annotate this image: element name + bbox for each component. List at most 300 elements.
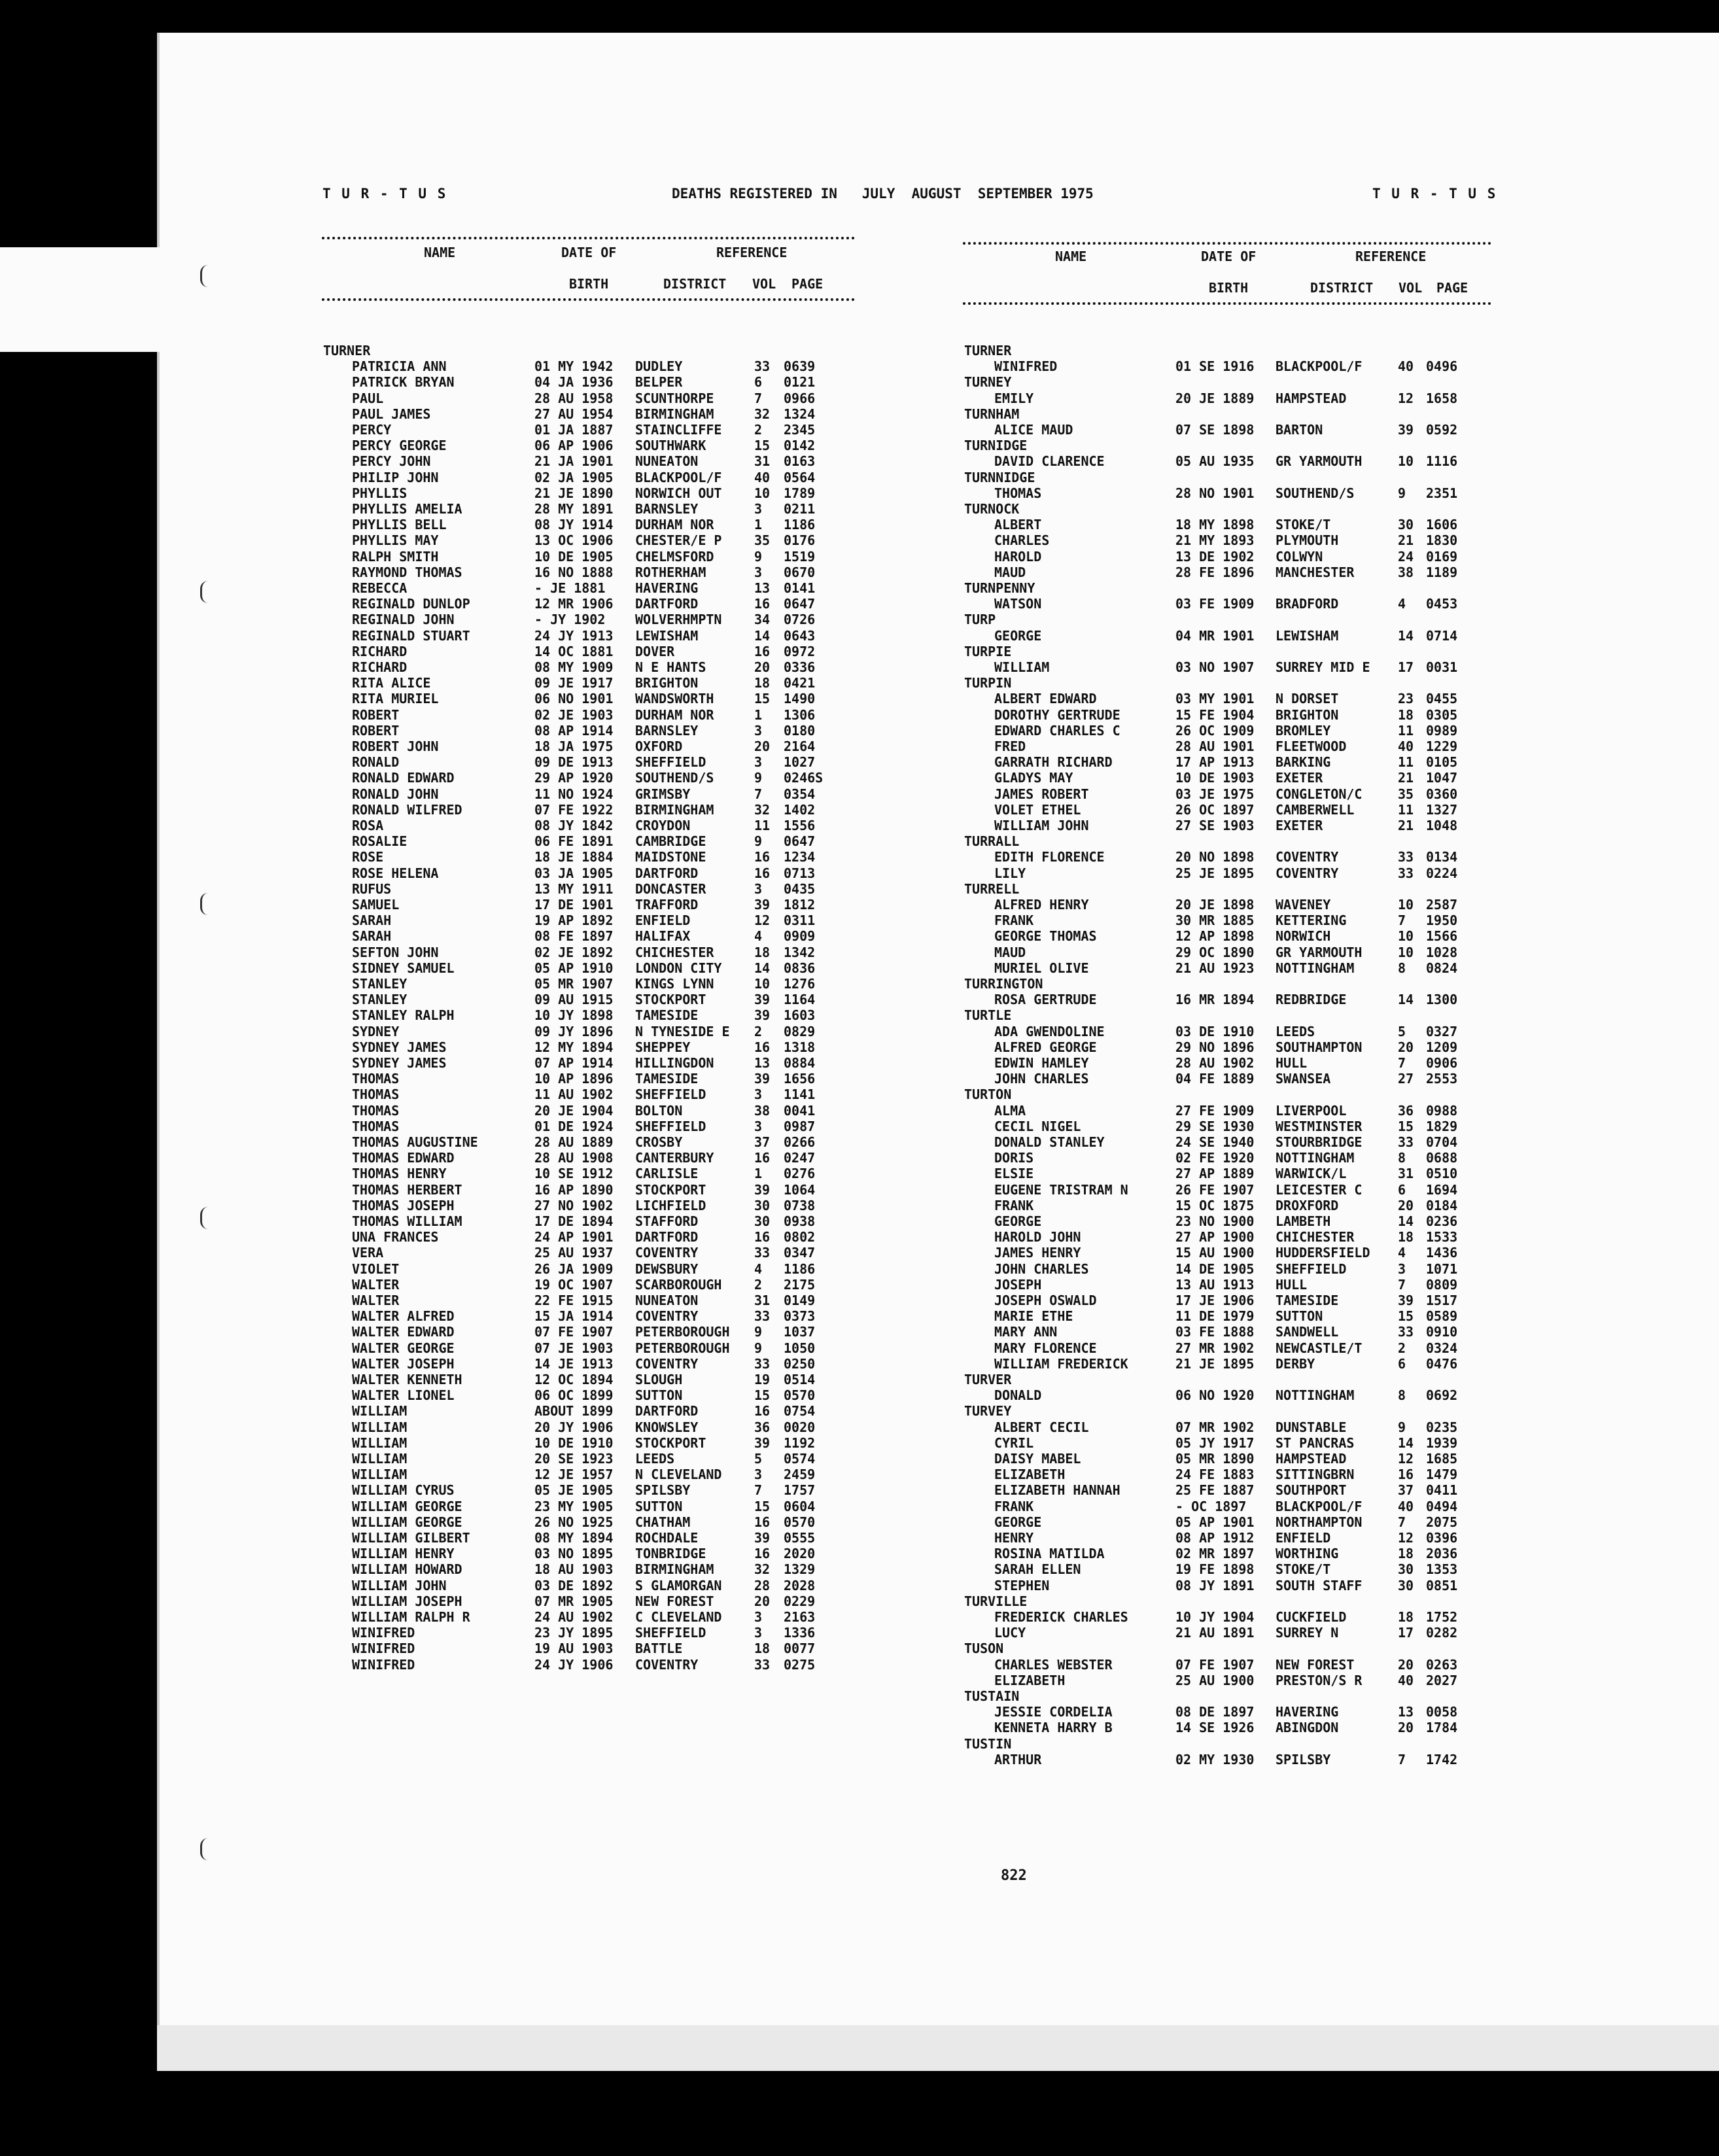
entry-district: DOVER <box>635 643 675 659</box>
entry-district: C CLEVELAND <box>635 1609 722 1625</box>
entry-forenames: FRANK <box>994 913 1034 929</box>
entry-district: CAMBERWELL <box>1276 801 1355 818</box>
entry-page-ref: 0224 <box>1426 865 1458 881</box>
entry-birth-date: 21 JA 1901 <box>534 453 614 470</box>
entry-forenames: EUGENE TRISTRAM N <box>994 1181 1128 1198</box>
entry-district: WANDSWORTH <box>635 691 714 707</box>
entry-volume: 7 <box>754 1482 763 1499</box>
entry-district: SPILSBY <box>1276 1751 1331 1767</box>
entry-volume: 16 <box>754 1546 771 1562</box>
entry-volume: 10 <box>754 485 771 501</box>
entry-forenames: WILLIAM JOHN <box>352 1577 447 1593</box>
entry-page-ref: 1606 <box>1426 517 1458 533</box>
entry-birth-date: 05 MR 1907 <box>534 976 614 992</box>
col-reference: REFERENCE <box>1355 249 1427 264</box>
entry-forenames: PAUL <box>352 390 384 406</box>
entry-district: PRESTON/S R <box>1276 1672 1363 1688</box>
entry-page-ref: 0121 <box>784 374 816 391</box>
entry-forenames: SARAH ELLEN <box>994 1561 1081 1578</box>
surname-heading: TUSON <box>964 1641 1004 1657</box>
entry-volume: 7 <box>1398 1514 1406 1530</box>
entry-page-ref: 1141 <box>784 1087 816 1103</box>
entry-volume: 7 <box>754 786 763 802</box>
entry-volume: 30 <box>1398 1561 1414 1578</box>
entry-forenames: ROSA <box>352 818 384 833</box>
entry-page-ref: 0604 <box>784 1498 816 1514</box>
entry-page-ref: 1603 <box>784 1007 816 1024</box>
entry-birth-date: 24 JY 1913 <box>534 627 614 644</box>
entry-page-ref: 0276 <box>784 1166 816 1182</box>
entry-page-ref: 0910 <box>1426 1324 1458 1340</box>
entry-forenames: WILLIAM GEORGE <box>352 1514 462 1530</box>
entry-district: SPILSBY <box>635 1482 691 1499</box>
entry-forenames: MAUD <box>994 564 1026 580</box>
entry-volume: 24 <box>1398 548 1414 565</box>
entry-forenames: WALTER KENNETH <box>352 1372 462 1387</box>
entry-birth-date: 05 AU 1935 <box>1175 453 1255 470</box>
entry-volume: 33 <box>754 1355 771 1372</box>
entry-district: HAMPSTEAD <box>1276 390 1347 406</box>
entry-forenames: STEPHEN <box>994 1577 1050 1593</box>
entry-page-ref: 0514 <box>784 1372 816 1387</box>
entry-volume: 39 <box>754 1434 771 1451</box>
entry-page-ref: 1318 <box>784 1039 816 1055</box>
entry-page-ref: 0266 <box>784 1134 816 1150</box>
entry-forenames: WINIFRED <box>352 1656 415 1673</box>
entry-volume: 31 <box>1398 1166 1414 1182</box>
entry-page-ref: 0105 <box>1426 754 1458 771</box>
entry-forenames: EDITH FLORENCE <box>994 849 1105 865</box>
entry-page-ref: 0347 <box>784 1245 816 1261</box>
entry-volume: 15 <box>754 438 771 454</box>
entry-volume: 4 <box>754 1261 763 1277</box>
entry-forenames: HAROLD JOHN <box>994 1229 1081 1245</box>
entry-birth-date: 21 JE 1890 <box>534 485 614 501</box>
entry-forenames: PAUL JAMES <box>352 406 431 422</box>
entry-volume: 3 <box>754 722 763 739</box>
entry-volume: 14 <box>754 627 771 644</box>
entry-forenames: WALTER <box>352 1276 400 1293</box>
entry-forenames: VIOLET <box>352 1261 400 1277</box>
entry-district: BIRMINGHAM <box>635 801 714 818</box>
entry-forenames: CHARLES <box>994 532 1050 549</box>
entry-volume: 16 <box>1398 1467 1414 1483</box>
entry-volume: 8 <box>1398 1387 1406 1404</box>
entry-page-ref: 0435 <box>784 880 816 897</box>
header-title: DEATHS REGISTERED IN JULY AUGUST SEPTEMBER 1975 <box>672 186 1094 201</box>
entry-forenames: WILLIAM HOWARD <box>352 1561 462 1578</box>
col-date-of: DATE OF <box>561 245 617 260</box>
entry-volume: 14 <box>1398 1213 1414 1229</box>
surname-heading: TURRALL <box>964 833 1020 850</box>
entry-volume: 18 <box>1398 706 1414 723</box>
entry-district: ABINGDON <box>1276 1720 1339 1736</box>
entry-birth-date: 26 OC 1897 <box>1175 801 1255 818</box>
entry-page-ref: 0476 <box>1426 1355 1458 1372</box>
entry-birth-date: 08 AP 1912 <box>1175 1530 1255 1546</box>
entry-birth-date: 05 AP 1901 <box>1175 1514 1255 1530</box>
entry-volume: 10 <box>1398 453 1414 470</box>
entry-page-ref: 1752 <box>1426 1609 1458 1625</box>
entry-volume: 32 <box>754 1561 771 1578</box>
entry-forenames: ELSIE <box>994 1166 1034 1182</box>
entry-birth-date: 29 SE 1930 <box>1175 1118 1255 1134</box>
entry-district: DARTFORD <box>635 1229 699 1245</box>
entry-volume: 33 <box>1398 849 1414 865</box>
header-range-right: T U R - T U S <box>1372 186 1497 201</box>
entry-district: MAIDSTONE <box>635 849 706 865</box>
entry-page-ref: 0884 <box>784 1055 816 1071</box>
entry-page-ref: 0592 <box>1426 422 1458 438</box>
entry-volume: 11 <box>1398 722 1414 739</box>
entry-page-ref: 1556 <box>784 818 816 833</box>
entry-volume: 23 <box>1398 691 1414 707</box>
entry-volume: 6 <box>1398 1181 1406 1198</box>
entry-page-ref: 0282 <box>1426 1625 1458 1641</box>
entry-birth-date: 14 OC 1881 <box>534 643 614 659</box>
entry-forenames: VERA <box>352 1245 384 1261</box>
entry-birth-date: 10 DE 1910 <box>534 1434 614 1451</box>
entry-district: NOTTINGHAM <box>1276 1387 1355 1404</box>
entry-district: BIRMINGHAM <box>635 406 714 422</box>
entry-district: BIRMINGHAM <box>635 1561 714 1578</box>
entry-district: TAMESIDE <box>1276 1293 1339 1308</box>
entry-page-ref: 0031 <box>1426 659 1458 675</box>
entry-birth-date: 28 NO 1901 <box>1175 485 1255 501</box>
entry-volume: 3 <box>754 501 763 517</box>
entry-page-ref: 1048 <box>1426 818 1458 833</box>
entry-birth-date: 01 DE 1924 <box>534 1118 614 1134</box>
entry-district: LEWISHAM <box>1276 627 1339 644</box>
entry-volume: 3 <box>1398 1261 1406 1277</box>
entry-forenames: THOMAS WILLIAM <box>352 1213 462 1229</box>
entry-birth-date: 06 NO 1920 <box>1175 1387 1255 1404</box>
col-district: DISTRICT <box>663 276 727 292</box>
col-date-of: DATE OF <box>1201 249 1257 264</box>
entry-volume: 27 <box>1398 1071 1414 1087</box>
entry-forenames: WALTER JOSEPH <box>352 1355 455 1372</box>
entry-page-ref: 0336 <box>784 659 816 675</box>
col-reference: REFERENCE <box>716 245 788 260</box>
entry-birth-date: 26 NO 1925 <box>534 1514 614 1530</box>
entry-district: DURHAM NOR <box>635 517 714 533</box>
entry-volume: 36 <box>754 1419 771 1435</box>
entry-page-ref: 1037 <box>784 1324 816 1340</box>
entry-birth-date: 13 OC 1906 <box>534 532 614 549</box>
entry-birth-date: 24 AP 1901 <box>534 1229 614 1245</box>
entry-forenames: THOMAS JOSEPH <box>352 1197 455 1213</box>
entry-district: NEWCASTLE/T <box>1276 1340 1363 1356</box>
entry-page-ref: 2027 <box>1426 1672 1458 1688</box>
entry-district: HAMPSTEAD <box>1276 1451 1347 1467</box>
entry-birth-date: 20 NO 1898 <box>1175 849 1255 865</box>
entry-volume: 14 <box>1398 992 1414 1008</box>
entry-birth-date: 05 MR 1890 <box>1175 1451 1255 1467</box>
col-vol: VOL <box>752 276 776 292</box>
entry-page-ref: 1694 <box>1426 1181 1458 1198</box>
entry-district: STOCKPORT <box>635 1181 706 1198</box>
entry-volume: 6 <box>754 374 763 391</box>
entry-birth-date: 06 OC 1899 <box>534 1387 614 1404</box>
entry-page-ref: 0647 <box>784 596 816 612</box>
entry-birth-date: 10 DE 1903 <box>1175 770 1255 786</box>
entry-forenames: WILLIAM <box>352 1419 408 1435</box>
entry-birth-date: 11 NO 1924 <box>534 786 614 802</box>
surname-heading: TURNOCK <box>964 501 1020 517</box>
entry-birth-date: 07 AP 1914 <box>534 1055 614 1071</box>
entry-volume: 3 <box>754 1625 763 1641</box>
entry-birth-date: - JE 1881 <box>534 580 606 596</box>
entry-district: NORTHAMPTON <box>1276 1514 1363 1530</box>
entry-district: WESTMINSTER <box>1276 1118 1363 1134</box>
entry-district: SITTINGBRN <box>1276 1467 1355 1483</box>
entry-district: WOLVERHMPTN <box>635 612 722 628</box>
entry-birth-date: 21 AU 1891 <box>1175 1625 1255 1641</box>
entry-forenames: WILLIAM <box>994 659 1050 675</box>
entry-volume: 1 <box>754 1166 763 1182</box>
entry-volume: 9 <box>1398 1419 1406 1435</box>
entry-volume: 39 <box>754 1007 771 1024</box>
entry-district: BARTON <box>1276 422 1323 438</box>
entry-forenames: WILLIAM <box>352 1451 408 1467</box>
entry-volume: 12 <box>1398 1451 1414 1467</box>
entry-birth-date: 03 MY 1901 <box>1175 691 1255 707</box>
entry-birth-date: 21 AU 1923 <box>1175 960 1255 976</box>
entry-district: CHELMSFORD <box>635 548 714 565</box>
entry-page-ref: 0411 <box>1426 1482 1458 1499</box>
entry-page-ref: 0704 <box>1426 1134 1458 1150</box>
entry-volume: 33 <box>754 1656 771 1673</box>
entry-district: ROTHERHAM <box>635 564 706 580</box>
entry-forenames: RICHARD <box>352 643 408 659</box>
entry-birth-date: 28 AU 1908 <box>534 1150 614 1166</box>
entry-volume: 11 <box>1398 801 1414 818</box>
entry-volume: 3 <box>754 880 763 897</box>
entry-volume: 13 <box>754 580 771 596</box>
entry-volume: 8 <box>1398 960 1406 976</box>
entry-birth-date: 09 JY 1896 <box>534 1023 614 1039</box>
entry-birth-date: 06 NO 1901 <box>534 691 614 707</box>
entry-forenames: JAMES ROBERT <box>994 786 1089 802</box>
entry-forenames: WALTER <box>352 1293 400 1308</box>
entry-district: DERBY <box>1276 1355 1315 1372</box>
col-vol: VOL <box>1398 280 1423 296</box>
entry-forenames: GARRATH RICHARD <box>994 754 1113 771</box>
surname-heading: TURNHAM <box>964 406 1020 422</box>
entry-district: GR YARMOUTH <box>1276 944 1363 960</box>
entry-birth-date: 14 SE 1926 <box>1175 1720 1255 1736</box>
entry-page-ref: 1028 <box>1426 944 1458 960</box>
entry-volume: 11 <box>754 818 771 833</box>
entry-birth-date: 29 OC 1890 <box>1175 944 1255 960</box>
entry-district: COVENTRY <box>635 1355 699 1372</box>
entry-forenames: THOMAS AUGUSTINE <box>352 1134 478 1150</box>
entry-forenames: MAUD <box>994 944 1026 960</box>
entry-volume: 40 <box>754 469 771 485</box>
entry-birth-date: 05 JY 1917 <box>1175 1434 1255 1451</box>
entry-page-ref: 0327 <box>1426 1023 1458 1039</box>
entry-birth-date: 12 JE 1957 <box>534 1467 614 1483</box>
entry-volume: 15 <box>754 1498 771 1514</box>
entry-district: SOUTHWARK <box>635 438 706 454</box>
entry-district: BROMLEY <box>1276 722 1331 739</box>
entry-forenames: RONALD <box>352 754 400 771</box>
entry-page-ref: 1517 <box>1426 1293 1458 1308</box>
surname-heading: TURRELL <box>964 880 1020 897</box>
entry-volume: 2 <box>754 1023 763 1039</box>
entry-birth-date: 08 DE 1897 <box>1175 1704 1255 1720</box>
entry-birth-date: 20 JE 1898 <box>1175 897 1255 913</box>
entry-page-ref: 1353 <box>1426 1561 1458 1578</box>
entry-birth-date: 03 NO 1907 <box>1175 659 1255 675</box>
entry-district: CANTERBURY <box>635 1150 714 1166</box>
entry-birth-date: 13 MY 1911 <box>534 880 614 897</box>
entry-volume: 39 <box>754 897 771 913</box>
entry-birth-date: 13 AU 1913 <box>1175 1276 1255 1293</box>
entry-page-ref: 0058 <box>1426 1704 1458 1720</box>
entry-page-ref: 1189 <box>1426 564 1458 580</box>
entry-volume: 38 <box>1398 564 1414 580</box>
entry-forenames: FRANK <box>994 1197 1034 1213</box>
entry-birth-date: 20 SE 1923 <box>534 1451 614 1467</box>
entry-birth-date: 08 FE 1897 <box>534 928 614 945</box>
entry-birth-date: 26 FE 1907 <box>1175 1181 1255 1198</box>
entry-page-ref: 0263 <box>1426 1656 1458 1673</box>
entry-volume: 5 <box>754 1451 763 1467</box>
entry-birth-date: 07 MR 1902 <box>1175 1419 1255 1435</box>
entry-district: NORWICH <box>1276 928 1331 945</box>
entry-page-ref: 2164 <box>784 739 816 754</box>
entry-page-ref: 1329 <box>784 1561 816 1578</box>
entry-birth-date: 27 AU 1954 <box>534 406 614 422</box>
entry-birth-date: 12 MR 1906 <box>534 596 614 612</box>
surname-heading: TURTON <box>964 1087 1012 1103</box>
entry-page-ref: 0987 <box>784 1118 816 1134</box>
entry-birth-date: 20 JE 1889 <box>1175 390 1255 406</box>
entry-volume: 7 <box>754 390 763 406</box>
entry-page-ref: 1116 <box>1426 453 1458 470</box>
entry-page-ref: 1276 <box>784 976 816 992</box>
entry-forenames: THOMAS <box>352 1087 400 1103</box>
entry-forenames: SARAH <box>352 928 392 945</box>
entry-forenames: RONALD WILFRED <box>352 801 462 818</box>
entry-birth-date: - JY 1902 <box>534 612 606 628</box>
entry-district: NEW FOREST <box>635 1593 714 1609</box>
entry-birth-date: 28 MY 1891 <box>534 501 614 517</box>
entry-forenames: PHILIP JOHN <box>352 469 439 485</box>
entry-district: WORTHING <box>1276 1546 1339 1562</box>
entry-page-ref: 0020 <box>784 1419 816 1435</box>
entry-forenames: KENNETA HARRY B <box>994 1720 1113 1736</box>
entry-birth-date: 07 JE 1903 <box>534 1340 614 1356</box>
entry-birth-date: 02 JA 1905 <box>534 469 614 485</box>
entry-volume: 20 <box>754 659 771 675</box>
entry-forenames: ADA GWENDOLINE <box>994 1023 1105 1039</box>
entry-forenames: ALBERT <box>994 517 1042 533</box>
entry-district: HAVERING <box>635 580 699 596</box>
col-birth: BIRTH <box>569 276 609 292</box>
entry-page-ref: 0692 <box>1426 1387 1458 1404</box>
entry-forenames: WILLIAM <box>352 1434 408 1451</box>
entry-volume: 16 <box>754 596 771 612</box>
entry-district: EXETER <box>1276 770 1323 786</box>
entry-birth-date: 20 JE 1904 <box>534 1102 614 1119</box>
entry-birth-date: 30 MR 1885 <box>1175 913 1255 929</box>
entry-volume: 35 <box>754 532 771 549</box>
entry-district: TAMESIDE <box>635 1071 699 1087</box>
entry-birth-date: 22 FE 1915 <box>534 1293 614 1308</box>
entry-page-ref: 1234 <box>784 849 816 865</box>
entry-forenames: ROSA GERTRUDE <box>994 992 1097 1008</box>
entry-birth-date: 02 JE 1892 <box>534 944 614 960</box>
entry-district: TAMESIDE <box>635 1007 699 1024</box>
entry-forenames: WINIFRED <box>994 358 1058 375</box>
entry-page-ref: 1436 <box>1426 1245 1458 1261</box>
entry-volume: 40 <box>1398 739 1414 754</box>
entry-page-ref: 0246S <box>784 770 824 786</box>
entry-district: DROXFORD <box>1276 1197 1339 1213</box>
entry-forenames: PATRICIA ANN <box>352 358 447 375</box>
entry-forenames: GEORGE <box>994 1514 1042 1530</box>
entry-page-ref: 2028 <box>784 1577 816 1593</box>
entry-forenames: PHYLLIS BELL <box>352 517 447 533</box>
entry-forenames: WILLIAM <box>352 1467 408 1483</box>
entry-birth-date: 06 AP 1906 <box>534 438 614 454</box>
entry-forenames: DONALD <box>994 1387 1042 1404</box>
entry-district: SUTTON <box>635 1387 683 1404</box>
entry-forenames: REGINALD STUART <box>352 627 470 644</box>
entry-volume: 18 <box>1398 1609 1414 1625</box>
entry-page-ref: 0250 <box>784 1355 816 1372</box>
entry-volume: 6 <box>1398 1355 1406 1372</box>
entry-forenames: JESSIE CORDELIA <box>994 1704 1113 1720</box>
entry-volume: 36 <box>1398 1102 1414 1119</box>
entry-page-ref: 2075 <box>1426 1514 1458 1530</box>
entry-page-ref: 0966 <box>784 390 816 406</box>
entry-page-ref: 0396 <box>1426 1530 1458 1546</box>
entry-birth-date: 25 JE 1895 <box>1175 865 1255 881</box>
header-rule <box>963 302 1491 305</box>
entry-district: REDBRIDGE <box>1276 992 1347 1008</box>
entry-forenames: CECIL NIGEL <box>994 1118 1081 1134</box>
entry-volume: 21 <box>1398 770 1414 786</box>
entry-forenames: ALICE MAUD <box>994 422 1073 438</box>
entry-page-ref: 0324 <box>1426 1340 1458 1356</box>
entry-page-ref: 1050 <box>784 1340 816 1356</box>
entry-forenames: REGINALD DUNLOP <box>352 596 470 612</box>
entry-district: SHEFFIELD <box>635 1087 706 1103</box>
entry-volume: 15 <box>754 691 771 707</box>
entry-birth-date: 08 JY 1914 <box>534 517 614 533</box>
entry-district: ENFIELD <box>635 913 691 929</box>
entry-district: STOKE/T <box>1276 1561 1331 1578</box>
entry-district: LEEDS <box>635 1451 675 1467</box>
entry-birth-date: 27 MR 1902 <box>1175 1340 1255 1356</box>
entry-birth-date: 11 DE 1979 <box>1175 1308 1255 1325</box>
entry-volume: 9 <box>754 770 763 786</box>
entry-page-ref: 1519 <box>784 548 816 565</box>
entry-page-ref: 0829 <box>784 1023 816 1039</box>
entry-volume: 15 <box>1398 1118 1414 1134</box>
entry-forenames: THOMAS <box>352 1102 400 1119</box>
entry-birth-date: 02 MY 1930 <box>1175 1751 1255 1767</box>
entry-volume: 20 <box>1398 1039 1414 1055</box>
entry-forenames: ELIZABETH HANNAH <box>994 1482 1120 1499</box>
surname-heading: TURNPENNY <box>964 580 1035 596</box>
entry-district: ROCHDALE <box>635 1530 699 1546</box>
header-rule <box>322 237 855 239</box>
entry-forenames: JOHN CHARLES <box>994 1071 1089 1087</box>
